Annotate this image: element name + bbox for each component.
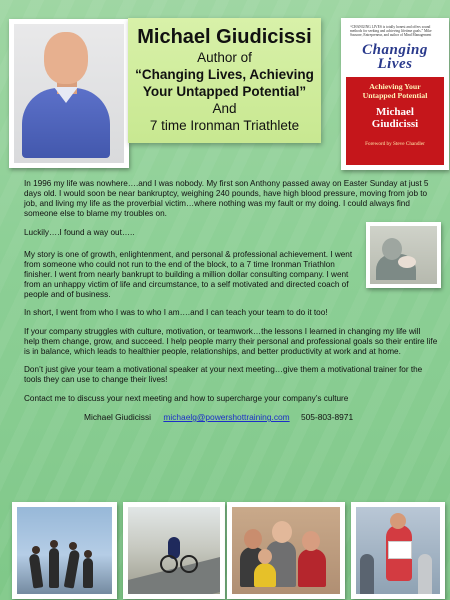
- ironman-line: 7 time Ironman Triathlete: [149, 118, 300, 133]
- cycling-photo: [123, 502, 225, 599]
- book-title-line-1: “Changing Lives, Achieving: [135, 67, 314, 82]
- book-cover-blurb: “CHANGING LIVES is totally honest and offers sound methods for seeking and achieving lifetime goals.” Mike Sassone, Entrepreneur, and author of Mind Management: [350, 25, 432, 38]
- book-cover-foreword: Foreword by Steve Chandler: [365, 141, 425, 147]
- ironman-race-photo: [351, 502, 445, 599]
- contact-line: [24, 412, 438, 422]
- paragraph-short: In short, I went from who I was to who I am….and I can teach your team to do it too!: [24, 308, 328, 317]
- book-cover-author: Michael Giudicissi: [371, 106, 419, 130]
- contact-email-link[interactable]: michaelg@powershottraining.com: [163, 412, 290, 422]
- book-title-line-2: Your Untapped Potential”: [142, 84, 307, 99]
- family-photo: [227, 502, 345, 599]
- book-cover-image: [341, 18, 449, 170]
- title-box: [128, 18, 321, 143]
- paragraph-story: My story is one of growth, enlightenment, and personal & professional achievement. I went from someone who could not run to the end of the block, to a 7 time Ironman Triathlon finisher. I went from nearly bankrupt to building a million dollar consulting company. I went from an unhappy victim of life and circumstance, to a self motivated and directed coach of people and of business.: [24, 249, 353, 299]
- contact-phone: 505-803-8971: [300, 412, 354, 422]
- author-headshot-photo: [9, 19, 129, 168]
- author-name-heading: Michael Giudicissi: [137, 26, 312, 48]
- bio-content: [24, 179, 438, 422]
- triathlon-team-photo: [12, 502, 117, 599]
- paragraph-motivation: Don’t just give your team a motivational speaker at your next meeting…give them a motivational trainer for the tools they can use to change their lives!: [24, 365, 423, 384]
- book-cover-title: Changing Lives: [362, 42, 428, 72]
- and-line: And: [212, 101, 237, 116]
- paragraph-way-out: Luckily….I found a way out…..: [24, 227, 135, 237]
- book-cover-subtitle: Achieving Your Untapped Potential: [362, 82, 428, 100]
- author-of-line: Author of: [197, 50, 252, 65]
- father-baby-photo: [366, 222, 441, 288]
- paragraph-intro: In 1996 my life was nowhere….and I was nobody. My first son Anthony passed away on Easter Sunday at just 5 days old. I would soon be near bankruptcy, weighing 240 pounds, have high blood pressure, moving from job to job, and living my life as the proverbial victim…where nothing was my fault or my doing. I could always find someone else to blame my troubles on.: [24, 179, 429, 218]
- paragraph-company: If your company struggles with culture, motivation, or teamwork…the lessons I learned in changing my life will help them change, grow, and succeed. I help people marry their personal and professional goals so their entire life is in balance, which leads to healthier people, relationships, and better productivity at work and at home.: [24, 326, 438, 356]
- paragraph-contact: Contact me to discuss your next meeting and how to supercharge your company’s culture: [24, 393, 349, 403]
- contact-name: Michael Giudicissi: [84, 412, 152, 422]
